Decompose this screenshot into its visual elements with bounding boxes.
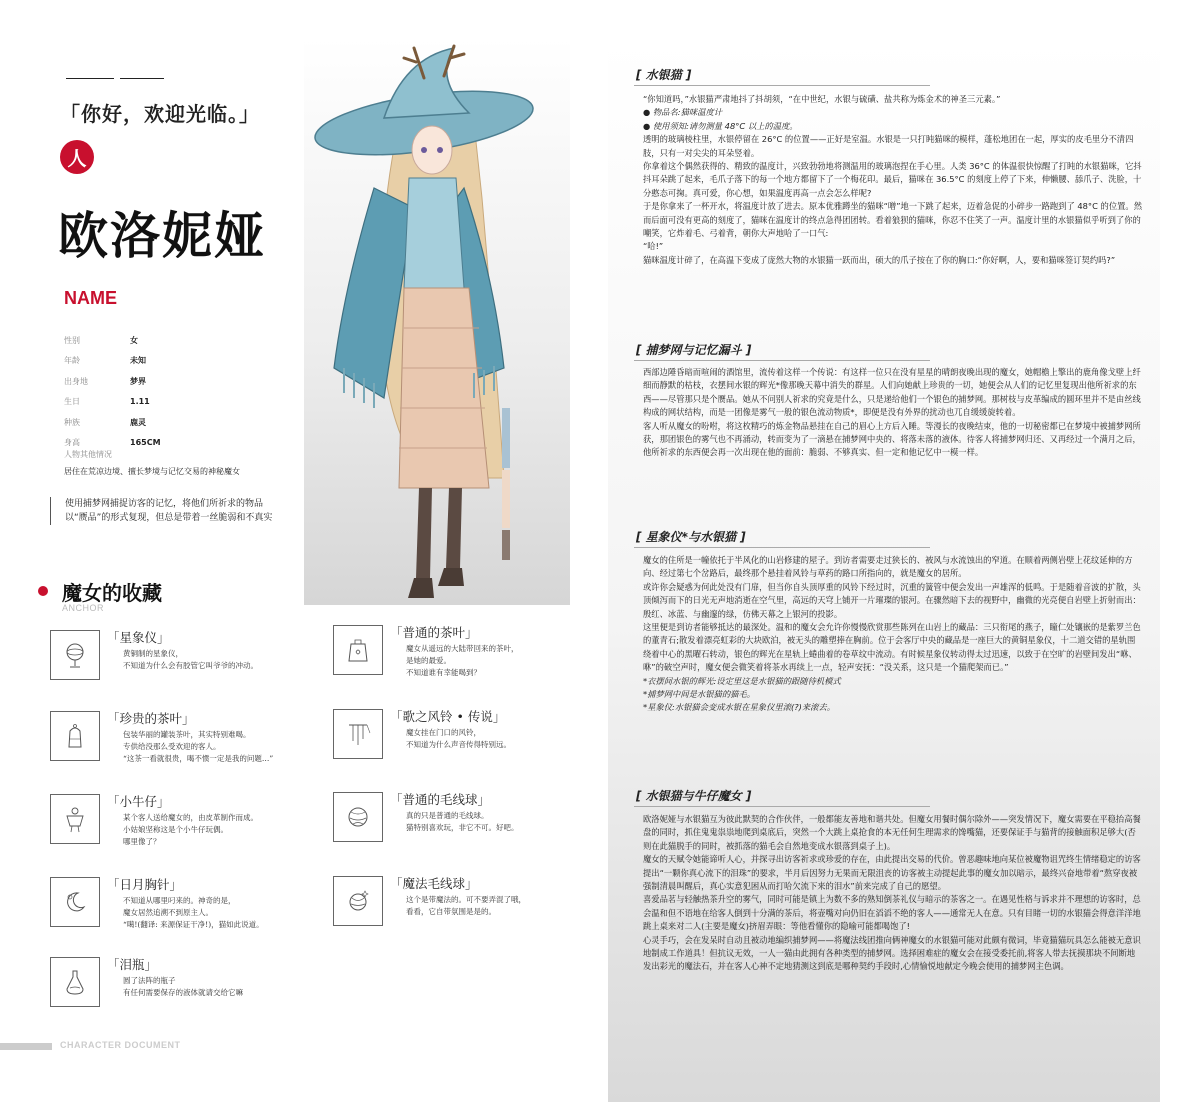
- section-title: [ 水银猫与牛仔魔女 ]: [636, 789, 752, 803]
- paragraph: *星象仪:水银猫会变成水银在星象仪里滚(?)来滚去。: [643, 702, 836, 713]
- item-name: 「歌之风铃 • 传说」: [390, 709, 506, 724]
- collection-item-yarn: [333, 792, 593, 858]
- item-name: 「泪瓶」: [107, 957, 158, 972]
- section-rule: [634, 360, 930, 361]
- wind-chime-icon: [343, 719, 373, 749]
- astrolabe-icon: [60, 640, 90, 670]
- section-title: [ 水银猫 ]: [636, 68, 692, 82]
- item-name: 「日月胸针」: [107, 877, 183, 892]
- paragraph: 西部边陲昏暗而喧闹的酒馆里，流传着这样一个传说：有这样一位只在没有星星的晴朗夜晚出现的魔女，她帽檐上擎出的鹿角像戈壁上纤细而静默的枯枝，衣摆间水银的辉光*像那晚天幕中消失的群星。人们向她献上珍贵的一切，她便会从人们的记忆里复现出他所祈求的东西——尽管那只是个赝品。她从不问别人祈求的究竟是什么，只是递给他们一个银色的捕梦网。那树枝与皮革编成的圆环里并不是由丝线构成的网状结构，而是一团像是雾气一般的银色流动物质*，即便是没有外界的扰动也兀自缓缓旋转着。: [643, 367, 1141, 418]
- collection-item-brooch: [50, 877, 310, 943]
- section-bullet-icon: [38, 586, 48, 596]
- paragraph: ● 物品名:猫咪温度计: [643, 107, 723, 118]
- decorative-line: [120, 78, 164, 79]
- item-description: 这个是带魔法的。可不要弄混了哦， 看看，它自带氛围是是的。: [406, 895, 526, 916]
- paragraph: 透明的玻璃棱柱里，水银停留在 26°C 的位置——正好是室温。水银是一只打盹猫咪的模样，蓬松地团在一起，厚实的皮毛里分不清四肢，只有一对尖尖的耳朵竖着。: [643, 134, 1134, 158]
- item-name: 「普通的毛线球」: [390, 792, 491, 807]
- collection-subtitle: ANCHOR: [62, 603, 105, 613]
- color-swatch: [502, 530, 510, 560]
- paragraph: 或许你会疑惑为何此处没有门扉，但当你自头顶厚重的风铃下经过时，沉重的簧管中便会发出一声雄浑的低鸣。于是随着音波的扩散，头顶倾泻而下的日光无声地消逝在空气里，高远的天穹上铺开一片璀璨的银河。在骤然暗下去的视野中，幽微的光亮便自岩壁上折射而出：殷红、冰蓝、与幽邃的绿，仿佛天幕之上银河的投影。: [643, 581, 1141, 619]
- info-key: 种族: [64, 417, 80, 427]
- section-body: [643, 554, 1143, 715]
- paragraph: 欧洛妮娅与水银猫互为彼此默契的合作伙伴，一般都能友善地和谐共处。但魔女用餐时偶尔除外——突发情况下，魔女需要在平稳抬高餐盘的同时，抓住鬼鬼祟祟地爬到桌底后，突然一个大跳上桌抢食的本无任何生理需求的馋嘴猫，还要保证手与猫背的接触面积足够大(否则在此猫脱手的同时，被抓落的猫毛会自然地变成水银落到桌子上)。: [643, 814, 1141, 851]
- color-swatch: [502, 408, 510, 468]
- info-extra-key: 人物其他情况: [64, 450, 112, 459]
- collection-item-wind-chime: [333, 709, 593, 775]
- paragraph: *捕梦网中间是水银猫的猫毛。: [643, 689, 756, 700]
- section-title: [ 星象仪*与水银猫 ]: [636, 530, 746, 544]
- paragraph: 喜爱品茗与轻触热茶升空的雾气，同时可能是镇上为数不多的熟知倒茶礼仪与暗示的茶客之一。在遇见性格与诉求并不理想的访客时，总会温和但不语地在给客人倒到十分满的茶后，将壶嘴对向仍旧在滔滔不绝的客人——通常无人在意。只有目睹一切的水银猫会得意洋洋地跳上桌来对二人(主要是魔女)挤眉弄眼：等他看懂你的隐喻可能都喝饱了!: [643, 894, 1141, 932]
- potion-bottle-icon: [60, 967, 90, 997]
- paragraph: “你知道吗，”水银猫严肃地抖了抖胡须，“在中世纪，水银与硫磺、盐共称为炼金术的神圣三元素。”: [643, 94, 1001, 104]
- item-description: 包装华丽的罐装茶叶，其实特别难喝。 专供给没那么受欢迎的客人。 “这茶一看就很贵，喝不惯一定是我的问题…”: [123, 730, 274, 763]
- item-frame: [333, 625, 383, 675]
- collection-item-common-tea: [333, 625, 593, 691]
- info-key: 出身地: [64, 376, 88, 386]
- info-value: 梦界: [130, 376, 146, 386]
- item-name: 「魔法毛线球」: [390, 876, 478, 891]
- paragraph: 你拿着这个偶然获得的、精致的温度计，兴致勃勃地将测温用的玻璃泡捏在手心里。人类 36°C 的体温很快惊醒了打盹的水银猫咪，它抖抖耳朵跳了起来，毛爪子落下的每一个地方都留下了一个梅花印。最后，猫咪在 36.5°C 的刻度上停了下来，伸懒腰、舔爪子、洗脸，十分憨态可掬。真可爱，你心想，如果温度再高一点会怎么样呢?: [643, 161, 1142, 198]
- section-rule: [634, 806, 930, 807]
- info-value: 1.11: [130, 397, 150, 407]
- section-rule: [634, 85, 930, 86]
- race-badge: 人: [60, 140, 94, 174]
- paragraph: 魔女的天赋令她能谛听人心，并探寻出访客祈求或珍爱的存在，由此提出交易的代价。曾恶趣味地向某位被魔物诅咒终生情绪稳定的访客提出“一颗你真心流下的泪珠”的要求，半月后因努力无果而无限沮丧的访客被主动提起此事的魔女加以暗示，最终兴奋地带着“熬穿夜被强制清晨叫醒后，真心实意犯困从而打哈欠流下来的泪水”前来完成了自己的愿望。: [643, 854, 1141, 892]
- paragraph: 猫咪温度计碎了，在高温下变成了庞然大物的水银猫一跃而出，硕大的爪子按在了你的胸口:“你好啊，人，要和猫咪签订契约吗?”: [643, 254, 1116, 265]
- footer-bar: [0, 1043, 52, 1050]
- witch-illustration: [304, 38, 570, 605]
- name-label: NAME: [64, 288, 117, 308]
- item-description: 魔女从遥远的大陆带回来的茶叶， 是她的最爱。 不知道谁有幸能喝到？: [406, 644, 519, 677]
- info-key: 身高: [64, 438, 80, 448]
- item-name: 「珍贵的茶叶」: [107, 711, 195, 726]
- collection-item-astrolabe: [50, 630, 310, 696]
- item-frame: [50, 957, 100, 1007]
- item-description: 真的只是普通的毛线球。 猫特别喜欢玩，非它不可。好吧。: [406, 811, 519, 832]
- paragraph: *衣摆间水银的辉光:设定里这是水银猫的跟随待机模式: [643, 675, 841, 686]
- info-row: [64, 412, 294, 433]
- info-value: 未知: [130, 356, 146, 366]
- paragraph: “哈!”: [643, 241, 664, 252]
- paragraph: ● 使用须知:请勿测量 48°C 以上的温度。: [643, 120, 798, 131]
- yarn-ball-icon: [343, 802, 373, 832]
- profile-info-table: [64, 330, 294, 453]
- info-value: 鹿灵: [130, 417, 146, 427]
- info-row: [64, 330, 294, 351]
- item-name: 「星象仪」: [107, 630, 170, 645]
- info-key: 年龄: [64, 356, 80, 366]
- item-description: 黄铜制的星象仪， 不知道为什么会有胶管它叫爷爷的冲动。: [123, 649, 258, 670]
- item-name: 「小牛仔」: [107, 794, 170, 809]
- color-swatch: [502, 470, 510, 528]
- collection-item-precious-tea: [50, 711, 310, 777]
- info-value: 女: [130, 335, 138, 345]
- sun-moon-brooch-icon: [60, 887, 90, 917]
- decorative-line: [66, 78, 114, 79]
- info-row: [64, 351, 294, 372]
- item-frame: [50, 630, 100, 680]
- section-body: [643, 366, 1143, 460]
- item-name: 「普通的茶叶」: [390, 625, 478, 640]
- section-title: [ 捕梦网与记忆漏斗 ]: [636, 343, 752, 357]
- footer-label: CHARACTER DOCUMENT: [60, 1040, 181, 1050]
- character-name: 欧洛妮娅: [58, 206, 266, 265]
- section-rule: [634, 547, 930, 548]
- magic-yarn-icon: [343, 886, 373, 916]
- cowboy-doll-icon: [60, 804, 90, 834]
- info-row: [64, 371, 294, 392]
- description-quote: 使用捕梦网捕捉访客的记忆，将他们所祈求的物品以“赝品”的形式复现，但总是带着一丝脆弱和不真实: [50, 497, 275, 525]
- collection-item-cowboy: [50, 794, 310, 860]
- info-key: 生日: [64, 397, 80, 407]
- item-frame: [333, 876, 383, 926]
- item-frame: [50, 711, 100, 761]
- item-description: 魔女挂在门口的风铃， 不知道为什么声音传得特别远。: [406, 728, 511, 749]
- item-frame: [50, 794, 100, 844]
- paragraph: 客人听从魔女的吩咐，将这枚精巧的炼金物品悬挂在自己的眉心上方后入睡。等漫长的夜晚结束，他的一切秘密都已在梦境中被捕梦网所获，那团银色的雾气也不再涌动，转而变为了一滴悬在捕梦网中央的、将落未落的液体。待客人将捕梦网归还、又再经过一个满月之后，他所祈求的东西便会再一次出现在他的面前：脆弱、不够真实、但一定和他记忆中一模一样。: [643, 420, 1141, 458]
- paragraph: 于是你拿来了一杯开水，将温度计放了进去。原本优雅蹲坐的猫咪“噌”地一下跳了起来，迈着急促的小碎步一路跑到了 48°C 的位置。然而后面可没有更高的刻度了，猫咪在温度计的终点急得团团转。看着狼狈的猫咪，你忍不住笑了一声。温度计里的水银猫似乎听到了你的嘲笑，它炸着毛、弓着背，朝你大声地哈了一口气:: [643, 201, 1143, 239]
- item-description: 不知道从哪里叼来的。神奇的是， 魔女居然追溯不到原主人。 “噶!(翻译: 来源保证干净!)，猫如此说道。: [123, 896, 264, 929]
- collection-item-tear-bottle: [50, 957, 310, 1023]
- greeting-quote: 「你好，欢迎光临。」: [60, 102, 260, 126]
- item-frame: [333, 709, 383, 759]
- section-body: [643, 93, 1143, 267]
- paragraph: 心灵手巧，会在发呆时自动且被动地编织捕梦网——将魔法线团推向俩神魔女的水银猫可能对此颇有微词，毕竟猫猫玩具怎么能被无意识地制成工作道具！但抗议无效，一人一猫由此拥有各种类型的捕梦网。选择困难症的魔女会在接受委托前,将客人带去抚摸那块不间断地发出彩光的魔法石，并在客人心神不定地猜测这到底是哪种契约手段时,心情愉悦地献定今晚会使用的捕梦网主色调。: [643, 934, 1141, 972]
- character-illustration: [304, 38, 570, 605]
- paragraph: 这里便是到访者能够抵达的最深处。温和的魔女会允许你慢慢欣赏那些陈列在山岩上的藏品：三只衔尾的燕子，瞳仁处镶嵌的是紫罗兰色的董青石;散发着漂亮虹彩的大块欧泊，被无头的雕塑捧在胸前。位于会客厅中央的藏品是一座巨大的黄铜星象仪，十二道交错的星轨围绕着中心的黑曜石转动，银色的辉光在星轨上蜷曲着的卷草纹中流动。有时候星象仪转动得太过迅速，以致于在空旷的岩壁间发出“咻、咻”的破空声时，魔女便会微笑着将茶水再续上一点，轻声安抚：“没关系，这只是一个猫爬架而已。”: [643, 622, 1141, 673]
- paragraph: 魔女的住所是一幢依托于半风化的山岩修建的屋子。到访者需要走过狭长的、被风与水流蚀出的窄道。在顺着两侧岩壁上花纹延伸的方向、经过第七个岔路后，最终那个悬挂着风铃与草药的路口所指向的，就是魔女的居所。: [643, 555, 1133, 579]
- info-row: [64, 392, 294, 413]
- tea-jar-icon: [60, 721, 90, 751]
- item-frame: [50, 877, 100, 927]
- collection-title: 魔女的收藏: [62, 581, 162, 605]
- tea-bag-icon: [343, 635, 373, 665]
- item-frame: [333, 792, 383, 842]
- info-key: 性别: [64, 335, 80, 345]
- section-body: [643, 813, 1143, 974]
- info-value: 165CM: [130, 438, 161, 448]
- collection-item-magic-yarn: [333, 876, 593, 942]
- item-description: 某个客人送给魔女的，由皮革制作而成。 小姑娘坚称这是个小牛仔玩偶。 哪里像了？: [123, 813, 258, 846]
- info-extra-value: 居住在荒凉边境、擅长梦境与记忆交易的神秘魔女: [64, 467, 240, 476]
- item-description: 圆了法阵的瓶子 有任何需要保存的液体就请交给它嘛: [123, 976, 243, 997]
